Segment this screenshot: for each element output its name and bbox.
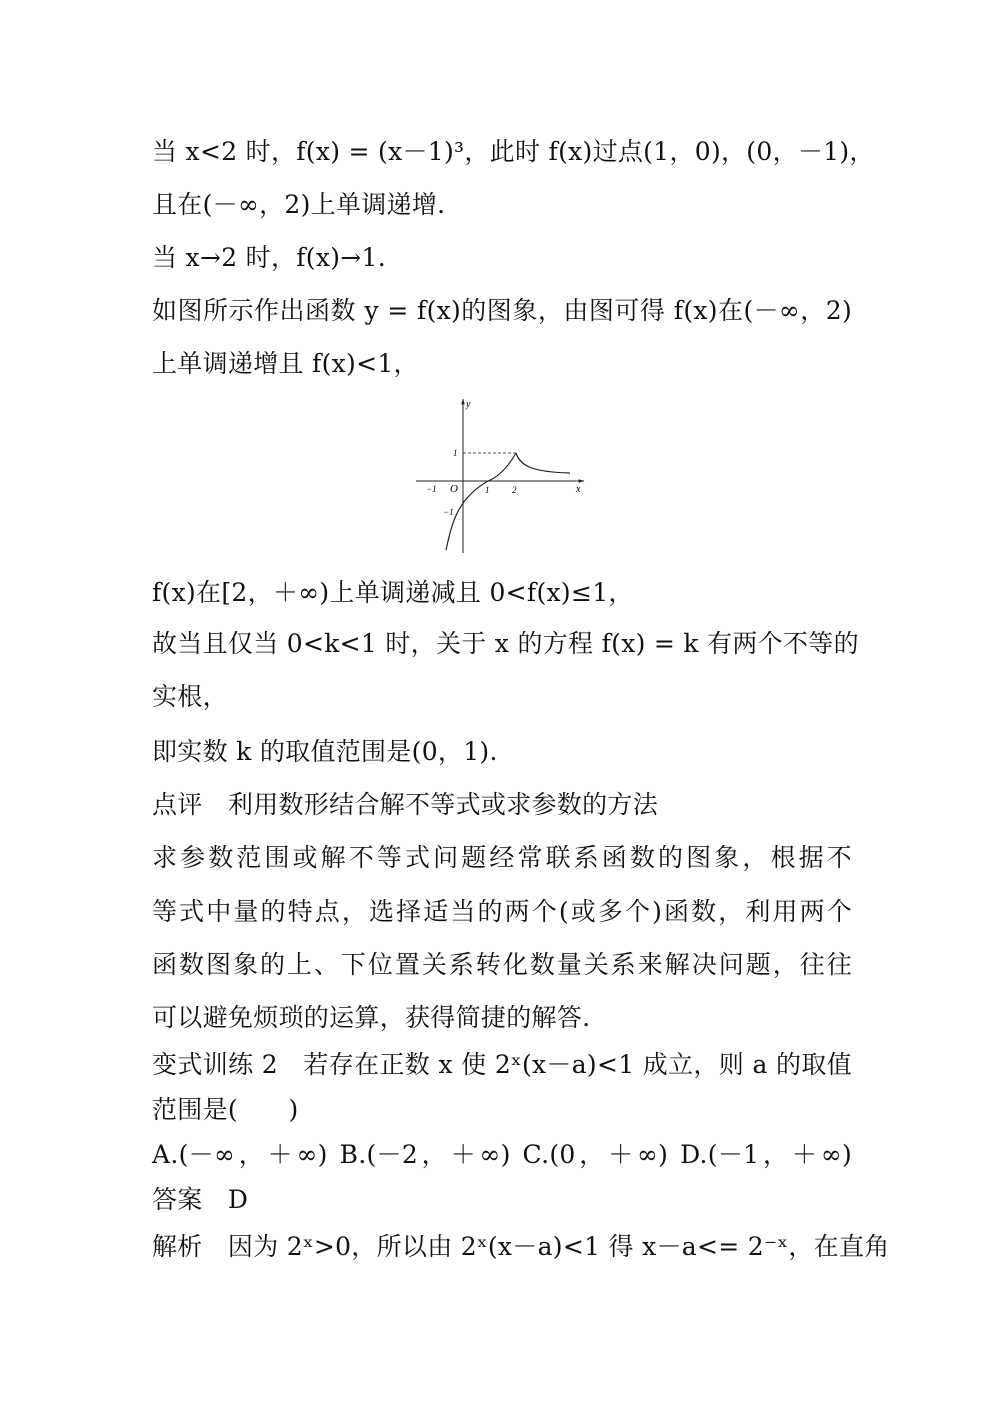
x-axis-label: x [576,484,581,495]
text-line-4: 如图所示作出函数 y = f(x)的图象，由图可得 f(x)在(－∞，2) [152,296,852,325]
function-graph [410,395,590,555]
answer-line: 答案 D [152,1185,249,1214]
exercise-question: 变式训练 2 若存在正数 x 使 2ˣ(x－a)<1 成立，则 a 的取值 [152,1050,852,1079]
text-line-5: 上单调递增且 f(x)<1， [152,349,419,378]
text-line-8: 实根， [152,682,228,711]
text-line-11: 求参数范围或解不等式问题经常联系函数的图象，根据不 [152,843,852,872]
text-line-14: 可以避免烦琐的运算，获得简捷的解答. [152,1003,591,1032]
x-tick-neg1: −1 [426,484,437,494]
text-line-1: 当 x<2 时，f(x) = (x－1)³，此时 f(x)过点(1，0)，(0，－1)， [152,137,875,166]
text-line-3: 当 x→2 时，f(x)→1. [152,243,387,272]
text-line-7: 故当且仅当 0<k<1 时，关于 x 的方程 f(x) = k 有两个不等的 [152,629,859,658]
analysis-line: 解析 因为 2ˣ>0，所以由 2ˣ(x－a)<1 得 x－a<= 2⁻ˣ，在直角 [152,1232,890,1261]
origin-label: O [450,483,458,495]
y-tick-neg1: −1 [443,507,454,517]
curve-right-branch [516,453,570,473]
answer-options: A.(－∞，＋∞) B.(－2，＋∞) C.(0，＋∞) D.(－1，＋∞) [152,1140,852,1169]
curve-left-branch [446,453,516,550]
comment-heading: 点评 利用数形结合解不等式或求参数的方法 [152,790,659,819]
exercise-question-cont: 范围是( ) [152,1095,299,1124]
text-line-6: f(x)在[2，＋∞)上单调递减且 0<f(x)≤1， [152,578,634,607]
text-line-2: 且在(－∞，2)上单调递增. [152,190,446,219]
y-tick-1: 1 [453,448,458,458]
x-tick-1: 1 [485,485,490,495]
text-line-12: 等式中量的特点，选择适当的两个(或多个)函数，利用两个 [152,897,852,926]
text-line-9: 即实数 k 的取值范围是(0，1). [152,737,498,766]
text-line-13: 函数图象的上、下位置关系转化数量关系来解决问题，往往 [152,950,852,979]
y-axis-label: y [466,399,471,410]
x-tick-2: 2 [512,485,517,495]
